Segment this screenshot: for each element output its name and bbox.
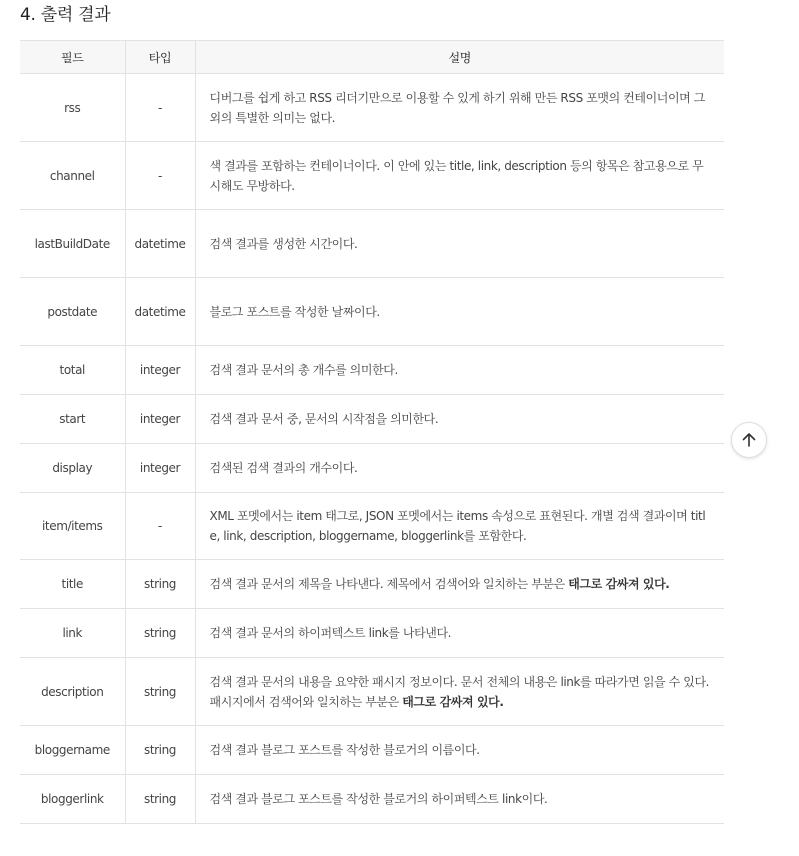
field-cell: description <box>20 658 125 726</box>
description-cell <box>195 775 724 824</box>
type-cell: integer <box>125 444 195 493</box>
field-cell: channel <box>20 142 125 210</box>
description-cell <box>195 658 724 726</box>
scroll-to-top-button[interactable] <box>731 422 767 458</box>
table-row <box>20 278 724 346</box>
table-body <box>20 74 724 824</box>
description-cell <box>195 210 724 278</box>
type-cell: integer <box>125 346 195 395</box>
type-cell: string <box>125 609 195 658</box>
table-header-row <box>20 41 724 74</box>
description-cell <box>195 346 724 395</box>
description-text: 검색 결과 블로그 포스트를 작성한 블로거의 이름이다. <box>209 743 480 757</box>
field-cell: bloggerlink <box>20 775 125 824</box>
description-text: 검색 결과를 생성한 시간이다. <box>209 236 358 251</box>
description-text: 색 결과를 포함하는 컨테이너이다. 이 안에 있는 title, link, description 등의 항목은 참고용으로 무시해도 무방하다. <box>209 158 704 193</box>
field-cell: item/items <box>20 493 125 560</box>
table-row <box>20 609 724 658</box>
description-cell <box>195 444 724 493</box>
type-cell: string <box>125 560 195 609</box>
description-cell <box>195 493 724 560</box>
field-cell: bloggername <box>20 726 125 775</box>
description-text: 검색 결과 블로그 포스트를 작성한 블로거의 하이퍼텍스트 link이다. <box>209 792 548 806</box>
table-row <box>20 74 724 142</box>
description-text: 디버그를 쉽게 하고 RSS 리더기만으로 이용할 수 있게 하기 위해 만든 RSS 포맷의 컨테이너이며 그 외의 특별한 의미는 없다. <box>209 90 705 125</box>
type-cell: string <box>125 726 195 775</box>
type-cell: - <box>125 142 195 210</box>
field-cell: postdate <box>20 278 125 346</box>
description-text: 검색 결과 문서의 내용을 요약한 패시지 정보이다. 문서 전체의 내용은 link를 따라가면 읽을 수 있다. 패시지에서 검색어와 일치하는 부분은 <box>209 674 710 709</box>
section-title: 4. 출력 결과 <box>20 5 111 25</box>
table-row <box>20 395 724 444</box>
description-cell <box>195 609 724 658</box>
type-cell: datetime <box>125 210 195 278</box>
description-text: XML 포멧에서는 item 태그로, JSON 포멧에서는 items 속성으로 표현된다. 개별 검색 결과이며 title, link, description, bloggername, bloggerlink를 포함한다. <box>209 509 706 543</box>
type-cell: - <box>125 493 195 560</box>
type-cell: integer <box>125 395 195 444</box>
description-text: 검색 결과 문서 중, 문서의 시작점을 의미한다. <box>209 412 439 426</box>
header-type: 타입 <box>125 41 195 74</box>
field-cell: rss <box>20 74 125 142</box>
description-text: 검색 결과 문서의 하이퍼텍스트 link를 나타낸다. <box>209 626 452 640</box>
field-cell: start <box>20 395 125 444</box>
description-cell <box>195 142 724 210</box>
type-cell: datetime <box>125 278 195 346</box>
table-row <box>20 775 724 824</box>
description-text: 검색된 검색 결과의 개수이다. <box>209 461 358 475</box>
description-cell <box>195 74 724 142</box>
field-cell: lastBuildDate <box>20 210 125 278</box>
table-row <box>20 210 724 278</box>
header-field: 필드 <box>20 41 125 74</box>
description-cell <box>195 278 724 346</box>
table-row <box>20 560 724 609</box>
description-cell <box>195 395 724 444</box>
table-row <box>20 658 724 726</box>
table-row <box>20 726 724 775</box>
arrow-up-icon <box>740 431 758 449</box>
table-row <box>20 142 724 210</box>
table-row <box>20 493 724 560</box>
table-header <box>20 41 724 74</box>
output-spec-table <box>20 40 724 824</box>
field-cell: title <box>20 560 125 609</box>
description-cell <box>195 726 724 775</box>
description-cell <box>195 560 724 609</box>
field-cell: link <box>20 609 125 658</box>
table-row <box>20 444 724 493</box>
type-cell: string <box>125 775 195 824</box>
description-text: 검색 결과 문서의 총 개수를 의미한다. <box>209 363 398 377</box>
field-cell: display <box>20 444 125 493</box>
header-description: 설명 <box>195 41 724 74</box>
description-strong: 태그로 감싸져 있다. <box>402 694 504 709</box>
description-strong: 태그로 감싸져 있다. <box>568 577 670 591</box>
description-text: 블로그 포스트를 작성한 날짜이다. <box>209 304 380 319</box>
type-cell: - <box>125 74 195 142</box>
table-row <box>20 346 724 395</box>
type-cell: string <box>125 658 195 726</box>
field-cell: total <box>20 346 125 395</box>
description-text: 검색 결과 문서의 제목을 나타낸다. 제목에서 검색어와 일치하는 부분은 <box>209 577 569 591</box>
